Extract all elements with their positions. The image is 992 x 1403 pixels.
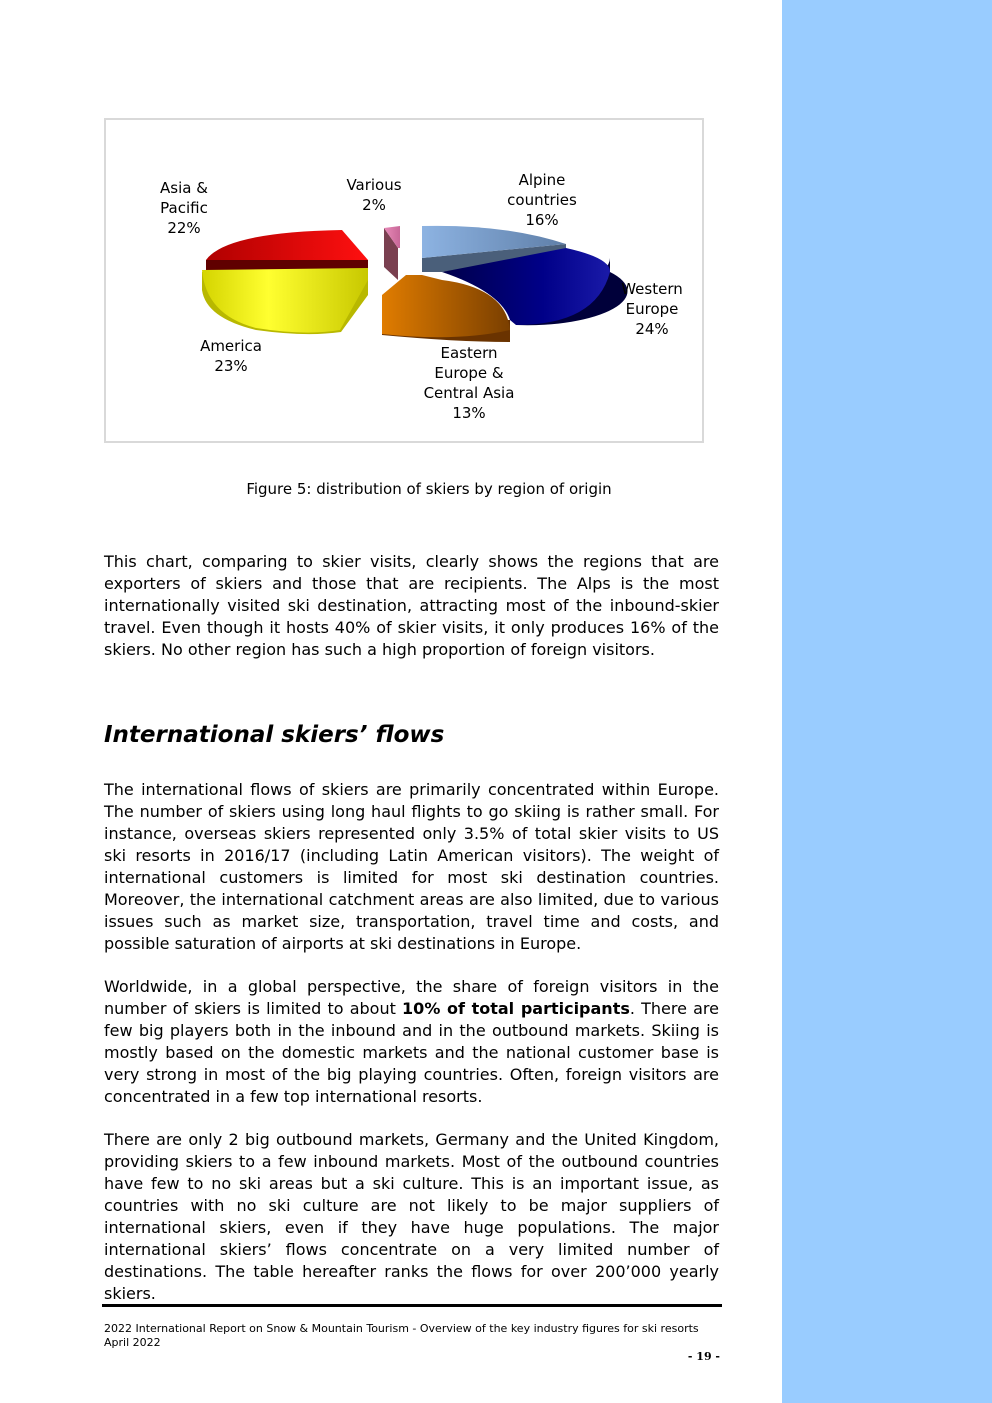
section-heading: International skiers’ flows xyxy=(104,722,445,748)
pie-chart-figure xyxy=(104,118,704,443)
paragraph-chart-comment: This chart, comparing to skier visits, clearly shows the regions that are exporters of skiers and those that are recipients. The Alps is the most internationally visited ski destination, attracting most of the inbound-skier travel. Even though it hosts 40% of skier visits, it only produces 16% of the skiers. No other region has such a high proportion of foreign visitors. xyxy=(104,552,719,659)
label-eastern-europe-line2: Europe & xyxy=(434,364,504,382)
label-america-pct: 23% xyxy=(214,357,248,375)
paragraph-global-text-a: Worldwide, in a global perspective, the share of foreign visitors in the number of skiers is limited to about xyxy=(104,977,719,1018)
paragraph-global-perspective xyxy=(104,976,719,1108)
pie-slice-america-top xyxy=(202,268,368,333)
label-eastern-europe-line1: Eastern xyxy=(440,344,498,362)
label-asia-pacific-pct: 22% xyxy=(167,219,201,237)
label-eastern-europe-line3: Central Asia xyxy=(423,384,515,402)
page-number: - 19 - xyxy=(687,1350,720,1363)
footer-text xyxy=(104,1322,699,1350)
label-western-europe xyxy=(621,280,683,338)
label-alpine-pct: 16% xyxy=(525,211,559,229)
paragraph-flows-europe: The international flows of skiers are primarily concentrated within Europe. The number of skiers using long haul flights to go skiing is rather small. For instance, overseas skiers represented only 3.5% of total skier visits to US ski resorts in 2016/17 (including Latin American visitors). The weight of international customers is limited for most ski destination countries. Moreover, the international catchment areas are also limited, due to various issues such as market size, transportation, travel time and costs, and possible saturation of airports at ski destinations in Europe. xyxy=(104,780,719,953)
label-america xyxy=(200,337,262,375)
label-western-europe-line2: Europe xyxy=(625,300,679,318)
pie-slice-asia-top xyxy=(206,230,368,260)
label-alpine xyxy=(507,171,577,229)
page-sidebar-band xyxy=(782,0,992,1403)
paragraph-outbound-markets: There are only 2 big outbound markets, Germany and the United Kingdom, providing skiers to a few inbound markets. Most of the outbound countries have few to no ski areas but a ski culture. This is an important issue, as countries with no ski culture are not likely to be major suppliers of international skiers, even if they have huge populations. The major international skiers’ flows concentrate on a very limited number of destinations. The table hereafter ranks the flows for over 200’000 yearly skiers. xyxy=(104,1130,719,1303)
paragraph-global-text-b: . There are few big players both in the inbound and in the outbound markets. Skiing is mostly based on the domestic markets and the national customer base is very strong in most of the big playing countries. Often, foreign visitors are concentrated in a few top international resorts. xyxy=(104,999,719,1106)
label-asia-pacific xyxy=(160,179,208,237)
figure-caption: Figure 5: distribution of skiers by region of origin xyxy=(246,480,612,498)
label-western-europe-line1: Western xyxy=(621,280,683,298)
label-alpine-line1: Alpine xyxy=(518,171,566,189)
label-eastern-europe xyxy=(424,344,515,422)
label-various-pct: 2% xyxy=(362,196,386,214)
label-various xyxy=(346,176,401,214)
footer-divider xyxy=(102,1304,722,1307)
label-asia-pacific-line1: Asia & xyxy=(160,179,208,197)
label-alpine-line2: countries xyxy=(507,191,577,209)
label-asia-pacific-line2: Pacific xyxy=(160,199,208,217)
label-western-europe-pct: 24% xyxy=(635,320,669,338)
paragraph-global-bold: 10% of total participants xyxy=(402,999,630,1018)
label-eastern-europe-pct: 13% xyxy=(452,404,486,422)
footer-date: April 2022 xyxy=(104,1336,161,1349)
label-america-line1: America xyxy=(200,337,262,355)
pie-chart-svg xyxy=(106,120,706,445)
footer-report-title: 2022 International Report on Snow & Mountain Tourism - Overview of the key industry figures for ski resorts xyxy=(104,1322,699,1335)
label-various-line1: Various xyxy=(346,176,402,194)
